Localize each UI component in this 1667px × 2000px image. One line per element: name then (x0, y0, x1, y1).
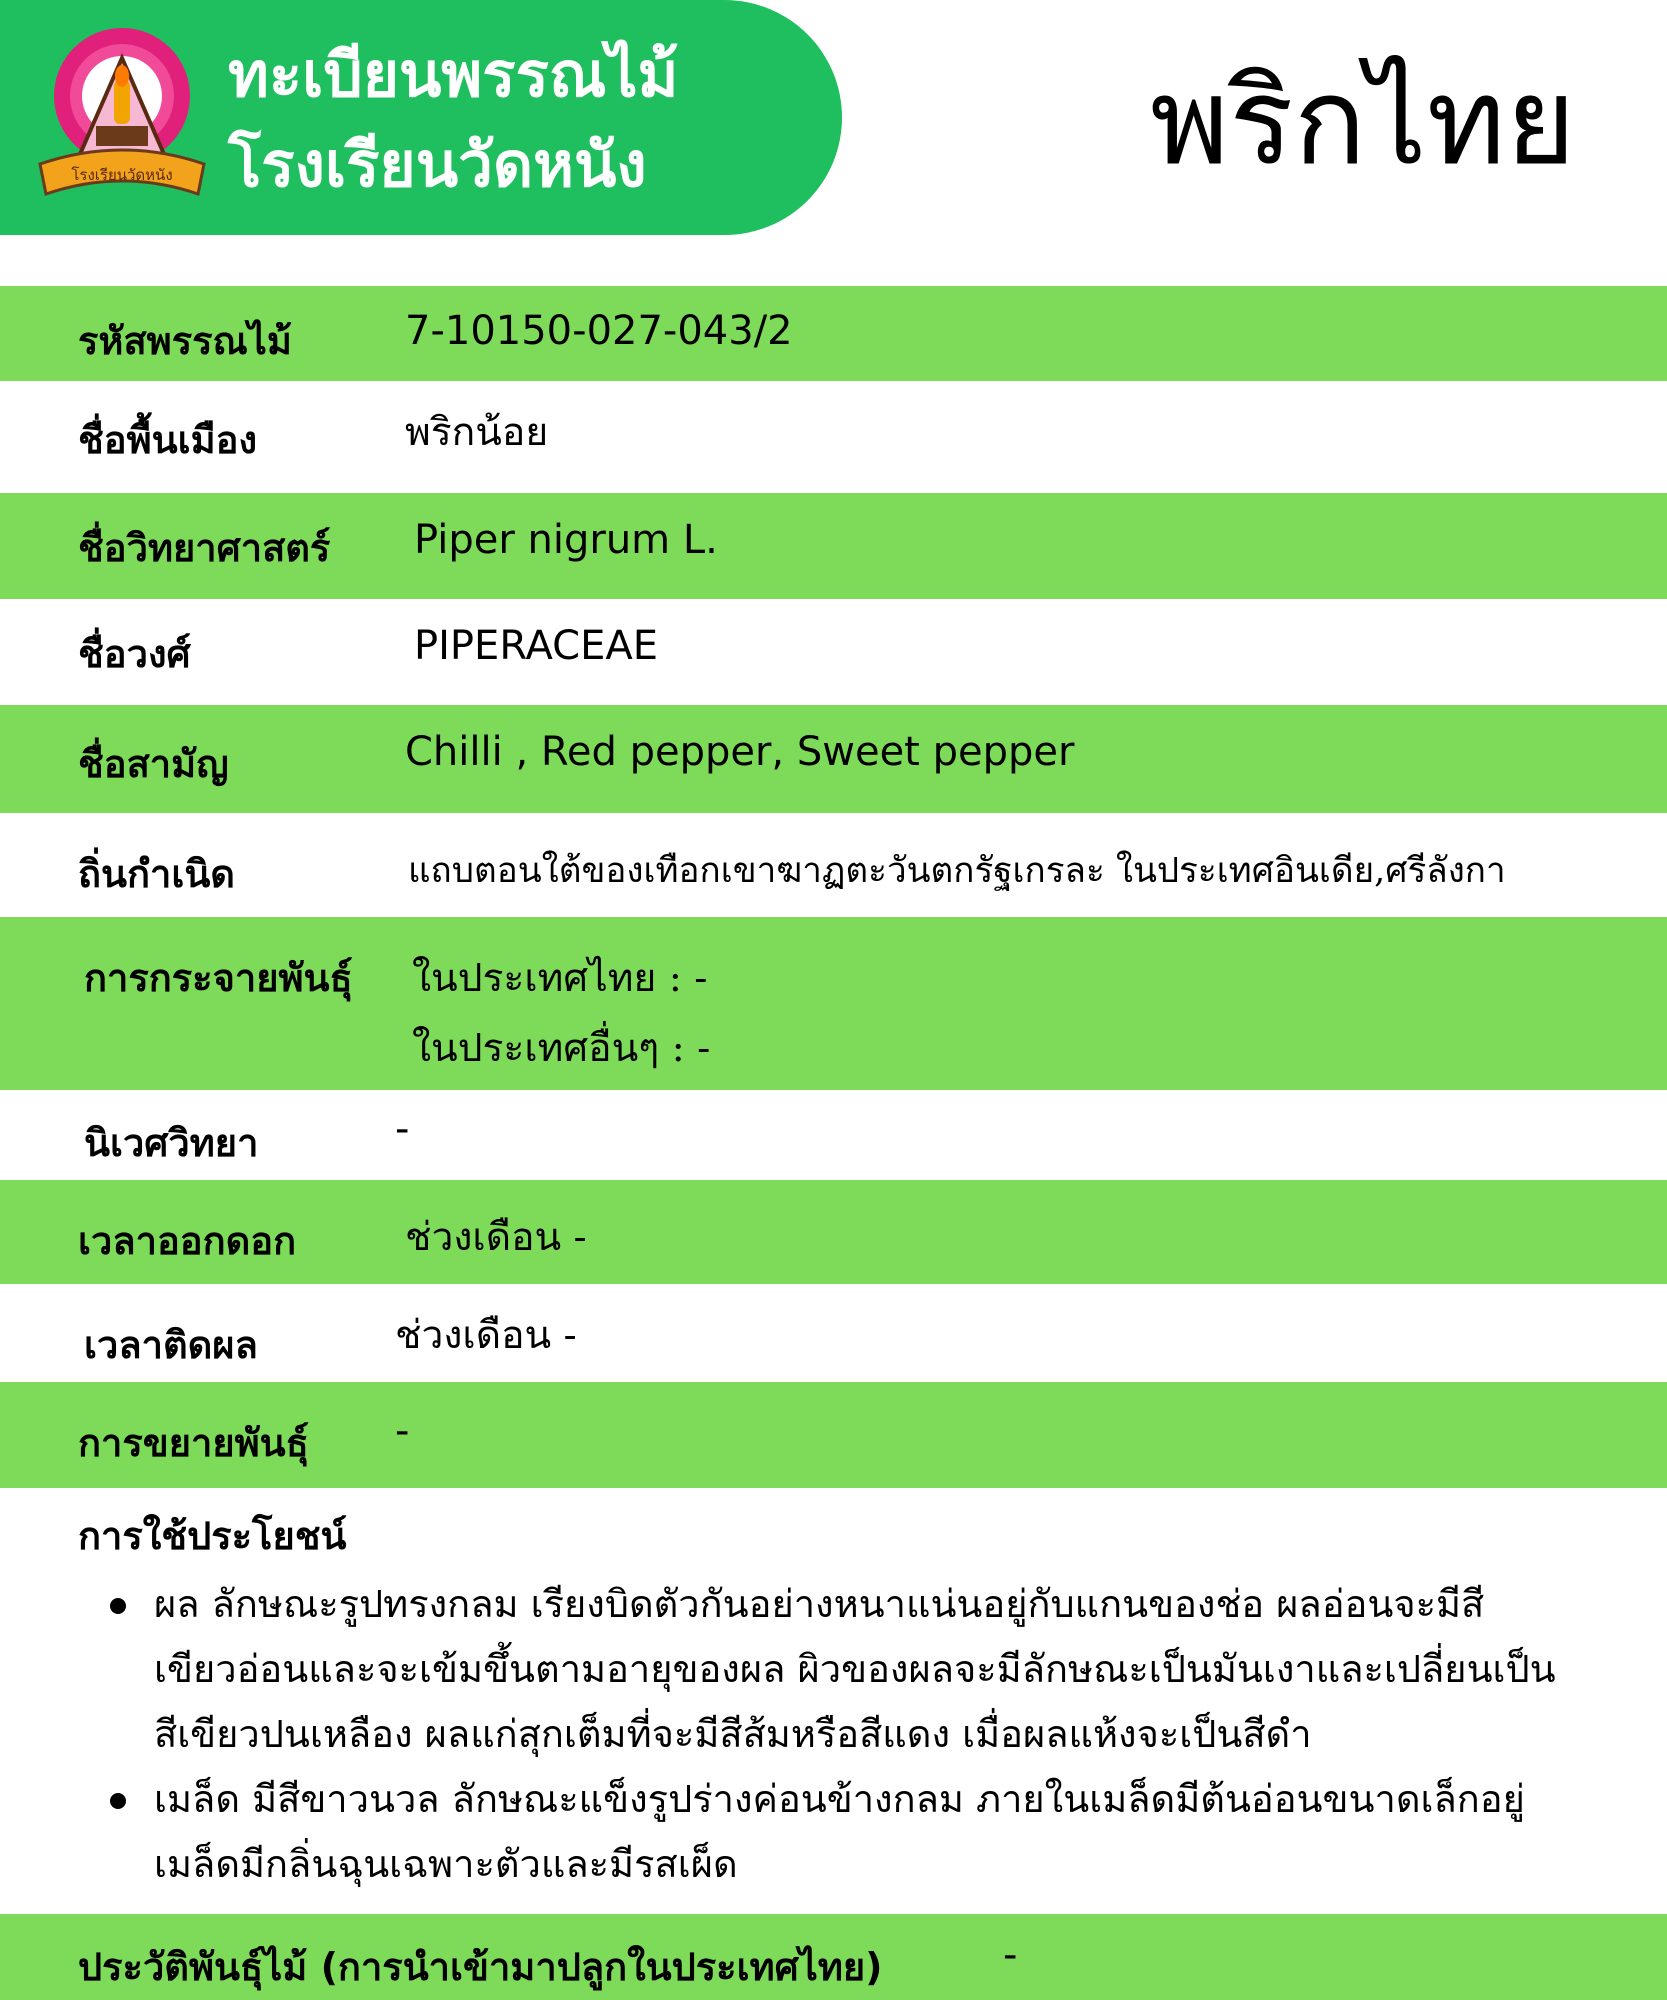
label-history: ประวัติพันธุ์ไม้ (การนำเข้ามาปลูกในประเทศไทย) (78, 1945, 883, 1989)
header-title-line1: ทะเบียนพรรณไม้ (228, 38, 679, 111)
row-family (0, 599, 1667, 705)
value-local-name: พริกน้อย (405, 410, 549, 455)
value-flowering: ช่วงเดือน - (405, 1215, 587, 1260)
label-family: ชื่อวงศ์ (78, 632, 191, 676)
label-origin: ถิ่นกำเนิด (78, 852, 235, 896)
value-history: - (1003, 1932, 1018, 1978)
value-scientific-name: Piper nigrum L. (414, 517, 718, 563)
row-propagation (0, 1382, 1667, 1488)
row-ecology (0, 1090, 1667, 1180)
row-history (0, 1914, 1667, 2000)
list-item: เมล็ด มีสีขาวนวล ลักษณะแข็งรูปร่างค่อนข้างกลม ภายในเมล็ดมีต้นอ่อนขนาดเล็กอยู่ เมล็ดมีกลิ่นฉุนเฉพาะตัวและมีรสเผ็ด (110, 1767, 1640, 1897)
label-fruiting: เวลาติดผล (84, 1323, 258, 1367)
label-scientific-name: ชื่อวิทยาศาสตร์ (78, 526, 331, 570)
value-distribution-other: ในประเทศอื่นๆ : - (412, 1026, 711, 1071)
list-item: ผล ลักษณะรูปทรงกลม เรียงบิดตัวกันอย่างหนาแน่นอยู่กับแกนของช่อ ผลอ่อนจะมีสี เขียวอ่อนและจะเข้มขึ้นตามอายุของผล ผิวของผลจะมีลักษณะเป็นมันเงาและเปลี่ยนเป็น สีเขียวปนเหลือง ผลแก่สุกเต็มที่จะมีสีส้มหรือสีแดง เมื่อผลแห้งจะเป็นสีดำ (110, 1572, 1640, 1767)
value-family: PIPERACEAE (414, 623, 658, 669)
label-distribution: การกระจายพันธุ์ (84, 956, 353, 1000)
row-origin (0, 813, 1667, 917)
label-common-name: ชื่อสามัญ (78, 742, 229, 786)
label-local-name: ชื่อพื้นเมือง (78, 418, 258, 462)
row-code (0, 286, 1667, 381)
value-distribution-thailand: ในประเทศไทย : - (412, 956, 708, 1001)
value-fruiting: ช่วงเดือน - (395, 1313, 577, 1358)
label-code: รหัสพรรณไม้ (78, 319, 292, 363)
header-banner (0, 0, 842, 235)
row-distribution (0, 917, 1667, 1090)
value-origin: แถบตอนใต้ของเทือกเขาฆาฏตะวันตกรัฐเกรละ ในประเทศอินเดีย,ศรีลังกา (408, 851, 1506, 891)
value-code: 7-10150-027-043/2 (405, 308, 793, 354)
label-flowering: เวลาออกดอก (78, 1219, 297, 1263)
value-common-name: Chilli , Red pepper, Sweet pepper (405, 729, 1075, 775)
row-flowering (0, 1180, 1667, 1284)
plant-name: พริกไทย (1150, 53, 1576, 192)
benefits-list (110, 1572, 1640, 1897)
row-fruiting (0, 1284, 1667, 1382)
school-logo (34, 18, 210, 210)
value-ecology: - (395, 1106, 410, 1152)
value-propagation: - (395, 1408, 410, 1454)
header-title-line2: โรงเรียนวัดหนัง (228, 128, 647, 201)
header-title (228, 30, 678, 210)
label-ecology: นิเวศวิทยา (84, 1121, 259, 1165)
benefits-heading: การใช้ประโยชน์ (78, 1514, 347, 1558)
label-propagation: การขยายพันธุ์ (78, 1421, 309, 1465)
logo-text: โรงเรียนวัดหนัง (71, 166, 173, 184)
row-common-name (0, 705, 1667, 813)
row-local-name (0, 381, 1667, 493)
row-scientific-name (0, 493, 1667, 599)
